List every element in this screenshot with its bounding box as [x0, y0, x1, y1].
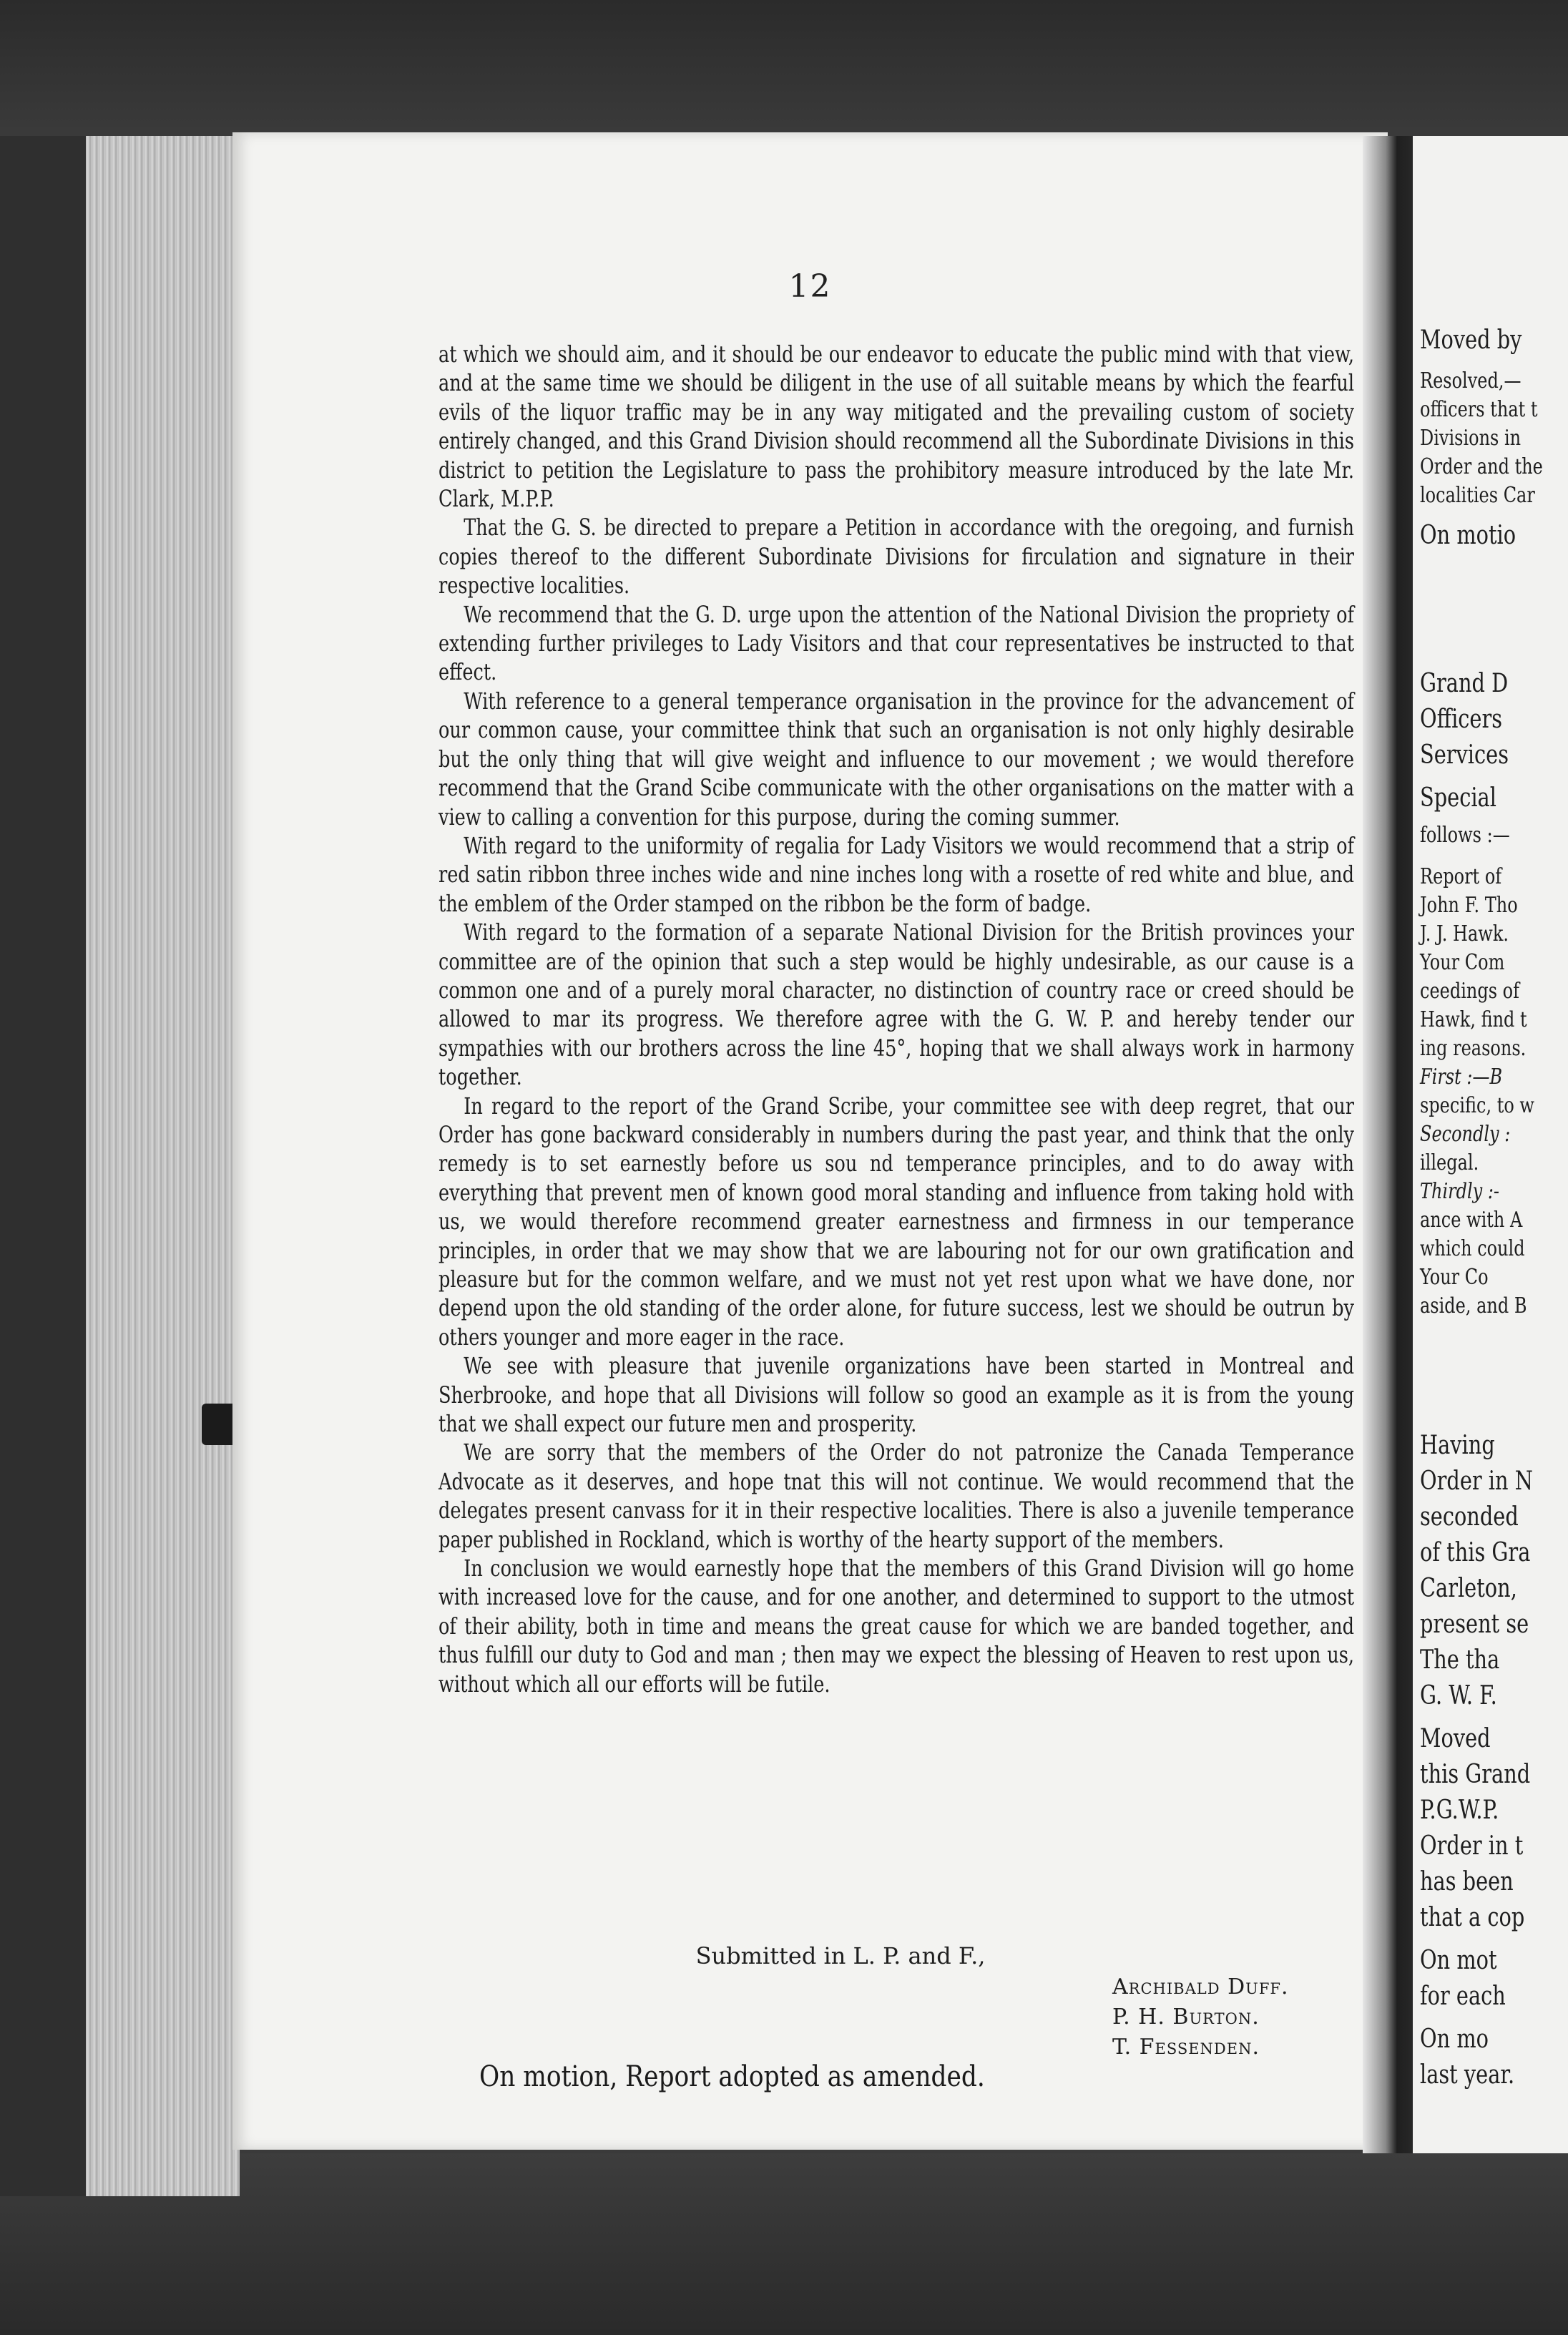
- fragment-line: ance with A: [1420, 1208, 1523, 1233]
- book-page: [232, 132, 1388, 2150]
- fragment-line: P.G.W.P.: [1420, 1796, 1499, 1825]
- fragment-line: of this Gra: [1420, 1538, 1531, 1567]
- fragment-line: that a cop: [1420, 1903, 1525, 1932]
- fragment-line: last year.: [1420, 2060, 1515, 2090]
- closing-motion: On motion, Report adopted as amended.: [479, 2060, 985, 2093]
- paragraph: That the G. S. be directed to prepare a Petition in accordance with the oregoing, and furnish copies thereof to the different Subordinate Divisions for firculation and signature in their respective localities.: [438, 514, 1355, 599]
- signatory-name: T. Fessenden.: [1112, 2035, 1260, 2060]
- fragment-line: Special: [1420, 783, 1496, 813]
- fragment-line: The tha: [1420, 1645, 1500, 1675]
- fragment-line: Moved: [1420, 1724, 1491, 1753]
- fragment-line: this Grand: [1420, 1760, 1531, 1789]
- fragment-line: Your Co: [1420, 1265, 1489, 1290]
- paragraph: We see with pleasure that juvenile organizations have been started in Montreal and Sherbrooke, and hope that all Divisions will follow so good an example as it is from the young that we shall expect our future men and prosperity.: [438, 1352, 1355, 1438]
- paragraph: With regard to the formation of a separate National Division for the British provinces your committee are of the opinion that such a step would be highly undesirable, as our cause is a common one and of a purely moral character, no distinction of country race or creed should be allowed to mar its progress. We therefore agree with the G. W. P. and hereby tender our sympathies with our brothers across the line 45°, hoping that we shall always work in harmony together.: [438, 919, 1355, 1091]
- fragment-line: Thirdly :-: [1420, 1179, 1500, 1204]
- fragment-line: Services: [1420, 740, 1509, 770]
- fragment-line: Having: [1420, 1431, 1495, 1460]
- paragraph: In regard to the report of the Grand Scribe, your committee see with deep regret, that our Order has gone backward considerably in numbers during the past year, and think that the only remedy is to set earnestly before us sou nd temperance principles, and to do away with everything that prevent men of known good moral standing and influence from taking hold with us, we would therefore recommend greater earnestness and firmness in our temperance principles, in order that we may show that we are labouring not for our own gratification and pleasure but for the common welfare, and we must not yet rest upon what we have done, nor depend upon the old standing of the order alone, for future success, lest we should be outrun by others younger and more eager in the race.: [438, 1092, 1355, 1351]
- page-number: 12: [788, 268, 832, 305]
- fragment-line: seconded: [1420, 1502, 1519, 1532]
- report-body: [438, 340, 1354, 1698]
- fragment-line: J. J. Hawk.: [1420, 921, 1509, 946]
- fragment-line: First :—B: [1420, 1064, 1503, 1090]
- fragment-line: which could: [1420, 1236, 1525, 1261]
- fragment-line: aside, and B: [1420, 1293, 1527, 1318]
- fragment-line: for each: [1420, 1982, 1506, 2011]
- background-top: [0, 0, 1568, 150]
- fragment-line: officers that t: [1420, 397, 1538, 422]
- fragment-line: Order in t: [1420, 1831, 1524, 1861]
- fragment-line: Secondly :: [1420, 1122, 1511, 1147]
- fragment-line: specific, to w: [1420, 1093, 1534, 1118]
- fragment-line: Grand D: [1420, 669, 1509, 698]
- paragraph: With reference to a general temperance organisation in the province for the advancement of our common cause, your committee think that such an organisation is not only highly desirable but the only thing that will give weight and influence to our movement ; we would therefore recommend that the Grand Scibe communicate with the other organisations on the matter with a view to calling a convention for this purpose, during the coming summer.: [438, 687, 1355, 831]
- fragment-line: Order and the: [1420, 454, 1543, 479]
- fragment-line: follows :—: [1420, 823, 1510, 848]
- book-page-edges: [0, 136, 240, 2196]
- fragment-line: ing reasons.: [1420, 1036, 1527, 1061]
- fragment-line: Carleton,: [1420, 1574, 1517, 1603]
- fragment-line: Resolved,—: [1420, 368, 1522, 393]
- gutter-shadow: [1363, 136, 1420, 2153]
- fragment-line: Moved by: [1420, 325, 1522, 355]
- fragment-line: On motio: [1420, 521, 1516, 550]
- fragment-line: Report of: [1420, 864, 1502, 889]
- fragment-line: On mo: [1420, 2025, 1489, 2054]
- paragraph: We are sorry that the members of the Order do not patronize the Canada Temperance Advocate as it deserves, and hope tnat this will not continue. We would recommend that the delegates present canvass for it in their respective localities. There is also a juvenile temperance paper published in Rockland, which is worthy of the hearty support of the members.: [438, 1439, 1355, 1553]
- fragment-line: John F. Tho: [1420, 893, 1518, 918]
- fragment-line: Officers: [1420, 705, 1503, 734]
- paragraph: We recommend that the G. D. urge upon the attention of the National Division the propriety of extending further privileges to Lady Visitors and that cour representatives be instructed to that effect.: [438, 600, 1355, 686]
- fragment-line: has been: [1420, 1867, 1514, 1896]
- fragment-line: present se: [1420, 1610, 1529, 1639]
- fragment-line: Divisions in: [1420, 426, 1522, 451]
- fragment-line: illegal.: [1420, 1150, 1479, 1175]
- paragraph: In conclusion we would earnestly hope that the members of this Grand Division will go home with increased love for the cause, and for one another, and determined to support to the utmost of their ability, both in time and means the great cause for which we are banded together, and thus fulfill our duty to God and man ; then may we expect the blessing of Heaven to rest upon us, without which all our efforts will be futile.: [438, 1555, 1355, 1698]
- fragment-line: G. W. F.: [1420, 1681, 1497, 1710]
- fragment-line: ceedings of: [1420, 979, 1519, 1004]
- fragment-line: On mot: [1420, 1946, 1497, 1975]
- paragraph: at which we should aim, and it should be our endeavor to educate the public mind with that view, and at the same time we should be diligent in the use of all suitable means by which the fearful evils of the liquor traffic may be in any way mitigated and the prevailing custom of society entirely changed, and this Grand Division should recommend all the Subordinate Divisions in this district to petition the Legislature to pass the prohibitory measure introduced by the late Mr. Clark, M.P.P.: [438, 341, 1354, 513]
- submitted-line: Submitted in L. P. and F.,: [695, 1942, 986, 1969]
- paragraph: With regard to the uniformity of regalia for Lady Visitors we would recommend that a strip of red satin ribbon three inches wide and nine inches long with a rosette of red white and blue, and the emblem of the Order stamped on the ribbon be the form of badge.: [438, 831, 1355, 917]
- fragment-line: Your Com: [1420, 950, 1505, 975]
- signatory-name: P. H. Burton.: [1112, 2004, 1260, 2030]
- signatory-name: Archibald Duff.: [1112, 1974, 1289, 1999]
- fragment-line: Hawk, find t: [1420, 1007, 1527, 1032]
- fragment-line: Order in N: [1420, 1467, 1533, 1496]
- fragment-line: localities Car: [1420, 483, 1535, 508]
- facing-page-fragment: [1413, 136, 1568, 2153]
